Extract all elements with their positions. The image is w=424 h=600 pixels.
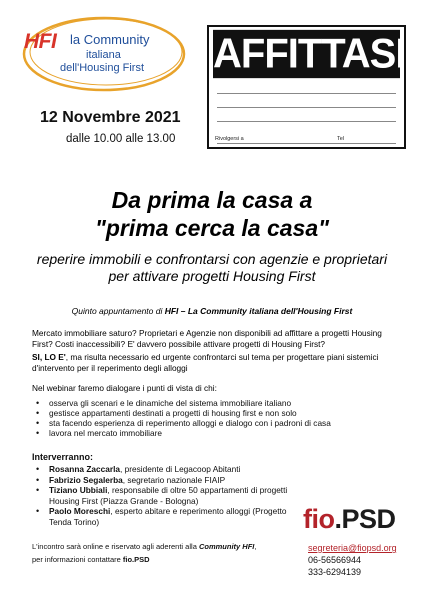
contact-line-2-prefix: per informazioni contattare <box>32 555 123 564</box>
speaker-name: Tiziano Ubbiali <box>49 485 108 495</box>
headline <box>0 186 424 242</box>
appointment-note <box>0 306 424 316</box>
speaker-role: , esperto abitare e reperimento alloggi (Progetto Tenda Torino) <box>49 506 287 527</box>
speaker-item <box>36 475 306 486</box>
phone-number: 06-56566944 <box>308 555 362 565</box>
affittasi-sign-image <box>207 25 406 149</box>
list-item: • gestisce appartamenti destinati a progetti di housing first e non solo <box>36 408 396 418</box>
speaker-name: Rosanna Zaccarla <box>49 464 121 474</box>
contact-line-2-highlight: fio.PSD <box>122 555 150 564</box>
speaker-item <box>36 485 306 506</box>
logo-line-italiana: italiana <box>86 49 121 61</box>
speaker-item <box>36 506 306 527</box>
answer-text: , ma risulta necessario ed urgente confrontarci sul tema per progettare piani sistemici d'intervento per il reperimento degli alloggi <box>32 352 379 373</box>
appointment-highlight: HFI – La Community italiana dell'Housing First <box>164 306 353 316</box>
fio-logo-part-2: .PSD <box>334 504 396 534</box>
hfi-mark: HFI <box>24 30 57 53</box>
list-item: • lavora nel mercato immobiliare <box>36 428 396 438</box>
contact-line-1-prefix: L'incontro sarà online e riservato agli aderenti alla <box>32 542 199 551</box>
sign-footer-left: Rivolgersi a <box>215 136 244 142</box>
event-time: dalle 10.00 alle 13.00 <box>66 133 176 145</box>
contact-line-1-highlight: Community HFI <box>198 542 255 551</box>
headline-line-1: Da prima la casa a <box>111 187 313 213</box>
subtitle-line-2: per attivare progetti Housing First <box>108 268 316 284</box>
fio-logo-part-1: fio <box>303 504 335 534</box>
list-item: • osserva gli scenari e le dinamiche del sistema immobiliare italiano <box>36 398 396 408</box>
answer-paragraph <box>32 352 402 373</box>
speaker-name: Fabrizio Segalerba <box>49 474 123 485</box>
logo-line-community: la Community <box>70 32 150 47</box>
contact-line-1 <box>32 540 256 553</box>
list-item: • sta facendo esperienza di reperimento alloggi e dialogo con i padroni di casa <box>36 418 396 428</box>
sign-line <box>217 107 396 108</box>
event-date: 12 Novembre 2021 <box>40 109 181 126</box>
answer-bold: SI, LO E' <box>32 352 66 362</box>
speaker-role: , presidente di Legacoop Abitanti <box>120 464 241 474</box>
speaker-name: Paolo Moreschi <box>49 506 111 516</box>
phone-number: 333-6294139 <box>308 567 362 577</box>
speakers-title: Interverranno: <box>32 452 94 462</box>
sign-line <box>217 121 396 122</box>
subtitle <box>0 251 424 285</box>
fio-psd-logo <box>303 504 396 535</box>
speakers-list <box>36 464 306 527</box>
points-list <box>36 398 396 438</box>
sign-banner: AFFITTASI <box>213 30 406 78</box>
contact-line-2 <box>32 553 256 566</box>
hfi-community-logo <box>18 12 188 94</box>
logo-line-housing-first: dell'Housing First <box>60 62 145 74</box>
email-link[interactable]: segreteria@fiopsd.org <box>308 543 397 553</box>
speaker-role: , responsabile di oltre 50 appartamenti di progetti Housing First (Piazza Grande - Bologna) <box>49 485 288 506</box>
speaker-role: , segretario nazionale FIAIP <box>122 474 226 485</box>
intro-paragraph: Mercato immobiliare saturo? Proprietari e Agenzie non disponibili ad affittare a progetti Housing First? Costi inaccessibili? E' davvero possibile attivare progetti di Housing First? <box>32 328 382 349</box>
sign-footer-right: Tel <box>337 136 345 142</box>
headline-line-2: "prima cerca la casa" <box>94 215 330 241</box>
sign-line <box>217 143 396 144</box>
appointment-prefix: Quinto appuntamento di <box>71 306 165 316</box>
contact-line-1-suffix: , <box>254 542 257 551</box>
subtitle-line-1: reperire immobili e confrontarsi con agenzie e proprietari <box>36 251 388 267</box>
sign-line <box>217 93 396 94</box>
contact-note <box>32 540 256 566</box>
webinar-intro: Nel webinar faremo dialogare i punti di vista di chi: <box>32 383 217 393</box>
speaker-item <box>36 464 306 475</box>
